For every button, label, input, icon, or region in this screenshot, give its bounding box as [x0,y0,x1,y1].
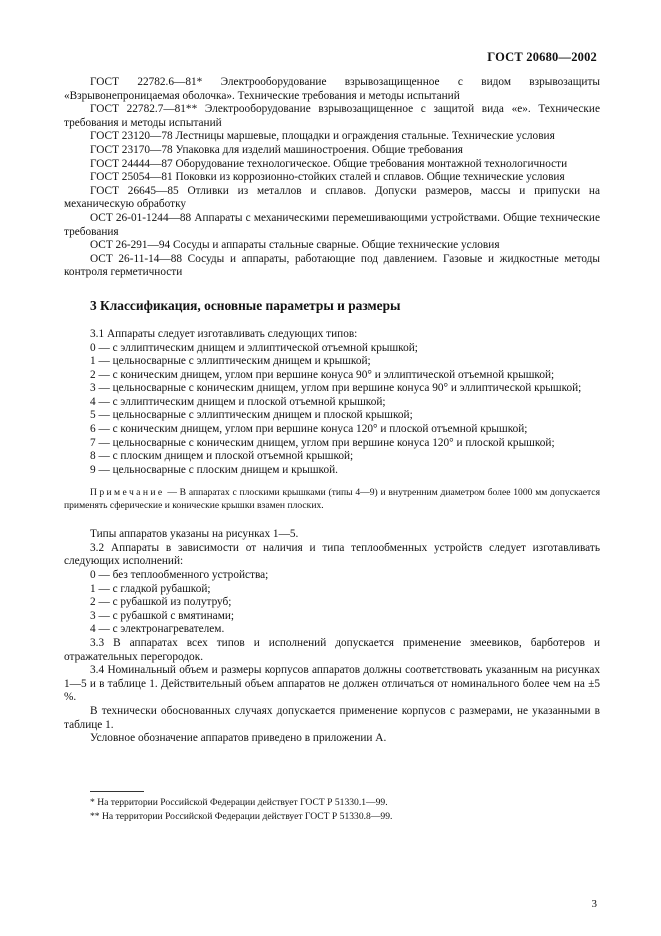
type-item: 2 — с коническим днищем, углом при вершине конуса 90° и эллиптической отъемной крышкой; [90,368,555,381]
version-item: 1 — с гладкой рубашкой; [90,582,211,595]
version-item: 2 — с рубашкой из полутруб; [90,596,232,609]
reference-item: ГОСТ 22782.6—81* Электрооборудование взрывозащищенное с видом взрывозащиты «Взрывонепроницаемая оболочка». Технические требования и методы испытаний [64,76,600,102]
type-item: 3 — цельносварные с коническим днищем, углом при вершине конуса 90° и эллиптической крышкой; [90,382,582,395]
version-item: 0 — без теплообменного устройства; [90,569,269,582]
document-code-header: ГОСТ 20680—2002 [487,50,597,64]
reference-item: ГОСТ 25054—81 Поковки из коррозионно-стойких сталей и сплавов. Общие технические условия [90,171,565,184]
reference-item: ГОСТ 23120—78 Лестницы маршевые, площадки и ограждения стальные. Технические условия [90,130,555,143]
type-item: 5 — цельносварные с эллиптическим днищем и плоской крышкой; [90,409,413,422]
reference-list [64,76,600,280]
clause-3-2-intro: 3.2 Аппараты в зависимости от наличия и типа теплообменных устройств следует изготавливать следующих исполнений: [64,541,600,568]
versions-list [64,569,600,637]
type-item: 9 — цельносварные с плоским днищем и крышкой. [90,463,338,476]
footnote-divider [90,791,144,792]
reference-item: ГОСТ 22782.7—81** Электрооборудование взрывозащищенное с защитой вида «е». Технические требования и методы испытаний [64,103,600,129]
section-heading: 3 Классификация, основные параметры и размеры [90,297,401,313]
reference-item: ГОСТ 26645—85 Отливки из металлов и сплавов. Допуски размеров, массы и припуски на механическую обработку [64,184,600,211]
page-number: 3 [591,898,597,910]
reference-item: ГОСТ 23170—78 Упаковка для изделий машиностроения. Общие требования [90,143,463,156]
version-item: 3 — с рубашкой с вмятинами; [90,609,235,622]
clause-3-4-designation: Условное обозначение аппаратов приведено в приложении А. [90,732,387,745]
type-item: 7 — цельносварные с коническим днищем, углом при вершине конуса 120° и плоской крышкой; [90,436,555,449]
reference-item: ОСТ 26-11-14—88 Сосуды и аппараты, работающие под давлением. Газовые и жидкостные методы контроля герметичности [64,252,600,279]
type-item: 0 — с эллиптическим днищем и эллиптической отъемной крышкой; [90,341,418,354]
version-item: 4 — с электронагревателем. [90,623,225,636]
reference-item: ОСТ 26-01-1244—88 Аппараты с механическими перемешивающими устройствами. Общие технические требования [64,211,600,238]
types-figures-ref: Типы аппаратов указаны на рисунках 1—5. [90,528,299,541]
type-item: 8 — с плоским днищем и плоской отъемной крышкой; [90,450,354,463]
clause-3-4: 3.4 Номинальный объем и размеры корпусов аппаратов должны соответствовать указанным на рисунках 1—5 и в таблице 1. Действительный объем аппаратов не должен отличаться от номинального более чем на ±5 %. [64,664,600,704]
note [64,487,600,512]
reference-item: ОСТ 26-291—94 Сосуды и аппараты стальные сварные. Общие технические условия [90,239,500,252]
type-item: 1 — цельносварные с эллиптическим днищем и крышкой; [90,355,371,368]
clause-3-1-intro: 3.1 Аппараты следует изготавливать следующих типов: [90,327,358,340]
footnote-1: * На территории Российской Федерации действует ГОСТ Р 51330.1—99. [90,797,388,808]
clause-3-4-exception: В технически обоснованных случаях допускается применение корпусов с размерами, не указанными в таблице 1. [64,704,600,731]
type-item: 6 — с коническим днищем, углом при вершине конуса 120° и плоской отъемной крышкой; [90,423,528,436]
reference-item: ГОСТ 24444—87 Оборудование технологическое. Общие требования монтажной технологичности [90,157,568,170]
page-content [64,76,600,746]
apparatus-types-list [64,342,600,478]
footnote-2: ** На территории Российской Федерации действует ГОСТ Р 51330.8—99. [90,811,393,822]
clause-3-3: 3.3 В аппаратах всех типов и исполнений допускается применение змеевиков, барботеров и отражательных перегородок. [64,637,600,663]
note-text: — В аппаратах с плоскими крышками (типы 4—9) и внутренним диаметром более 1000 мм допускается применять сферические и конические крышки взамен плоских. [64,487,600,511]
note-label: Примечание [90,487,165,499]
type-item: 4 — с эллиптическим днищем и плоской отъемной крышкой; [90,395,386,408]
